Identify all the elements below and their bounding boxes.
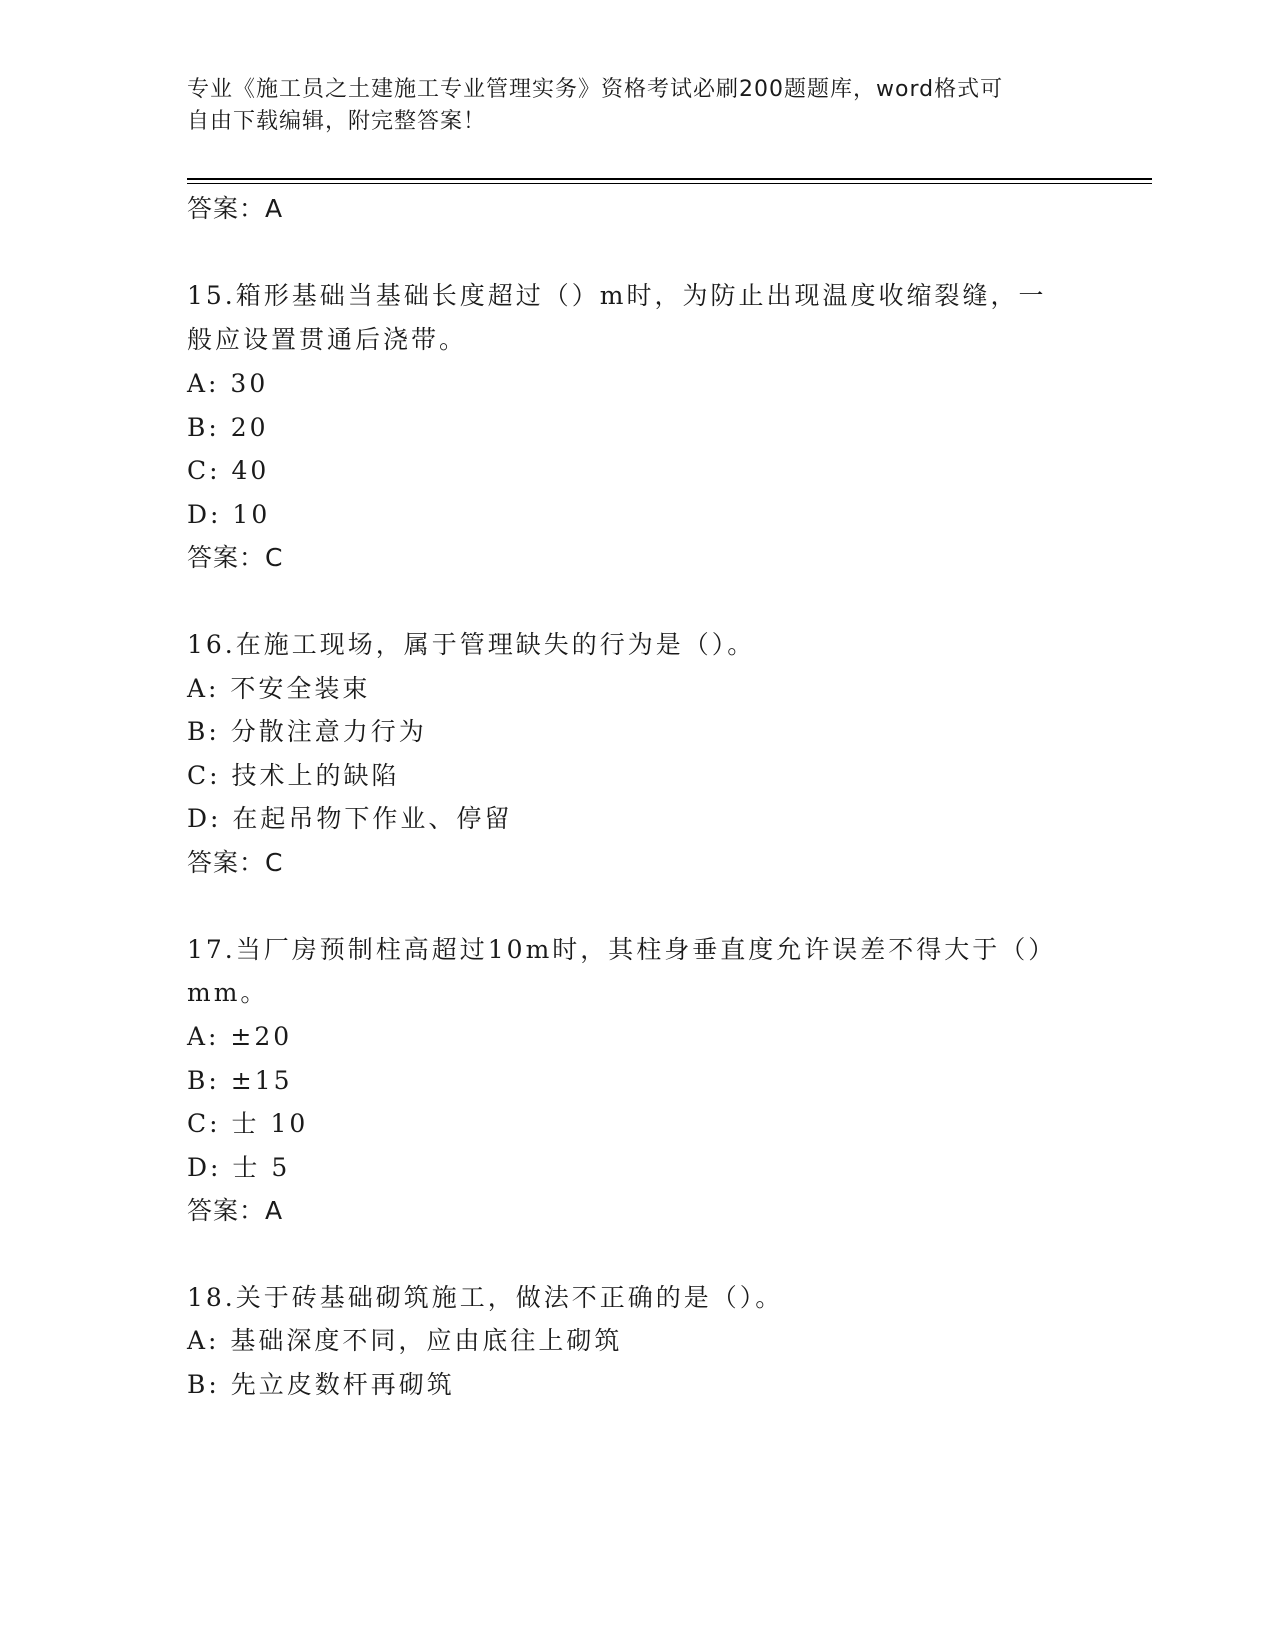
question-16-answer: 答案：C — [187, 848, 284, 877]
question-18-option-b: B: 先立皮数杆再砌筑 — [187, 1370, 455, 1399]
question-17-stem-line1: 17.当厂房预制柱高超过10m时，其柱身垂直度允许误差不得大于（） — [187, 935, 1057, 964]
question-15-option-c: C: 40 — [187, 456, 270, 485]
question-16-option-c: C: 技术上的缺陷 — [187, 761, 400, 790]
question-18-stem-line1: 18.关于砖基础砌筑施工，做法不正确的是（）。 — [187, 1283, 784, 1312]
question-16-stem-line1: 16.在施工现场，属于管理缺失的行为是（）。 — [187, 630, 756, 659]
question-15-answer: 答案：C — [187, 543, 284, 572]
question-15-option-a: A: 30 — [187, 369, 269, 398]
question-15-option-d: D: 10 — [187, 500, 271, 529]
answer-prev: 答案：A — [187, 194, 284, 223]
document-header — [187, 74, 1067, 138]
question-16-option-b: B: 分散注意力行为 — [187, 717, 427, 746]
question-17-option-a: A: ±20 — [187, 1022, 293, 1051]
question-15-stem-line2: 般应设置贯通后浇带。 — [187, 325, 468, 354]
question-15-stem-line1: 15.箱形基础当基础长度超过（）m时，为防止出现温度收缩裂缝，一 — [187, 281, 1047, 310]
question-17-answer: 答案：A — [187, 1196, 284, 1225]
question-16-option-d: D: 在起吊物下作业、停留 — [187, 804, 513, 833]
question-15-option-b: B: 20 — [187, 413, 269, 442]
question-16-option-a: A: 不安全装束 — [187, 674, 371, 703]
header-line-2: 自由下载编辑，附完整答案！ — [187, 109, 487, 134]
question-17-option-d: D: 士 5 — [187, 1153, 291, 1182]
question-17-option-b: B: ±15 — [187, 1066, 293, 1095]
question-17-option-c: C: 士 10 — [187, 1109, 309, 1138]
header-divider-thick — [187, 178, 1152, 180]
header-divider-thin — [187, 183, 1152, 184]
header-line-1: 专业《施工员之土建施工专业管理实务》资格考试必刷200题题库，word格式可 — [187, 77, 1004, 102]
question-17-stem-line2: mm。 — [187, 978, 269, 1007]
question-18-option-a: A: 基础深度不同，应由底往上砌筑 — [187, 1326, 623, 1355]
